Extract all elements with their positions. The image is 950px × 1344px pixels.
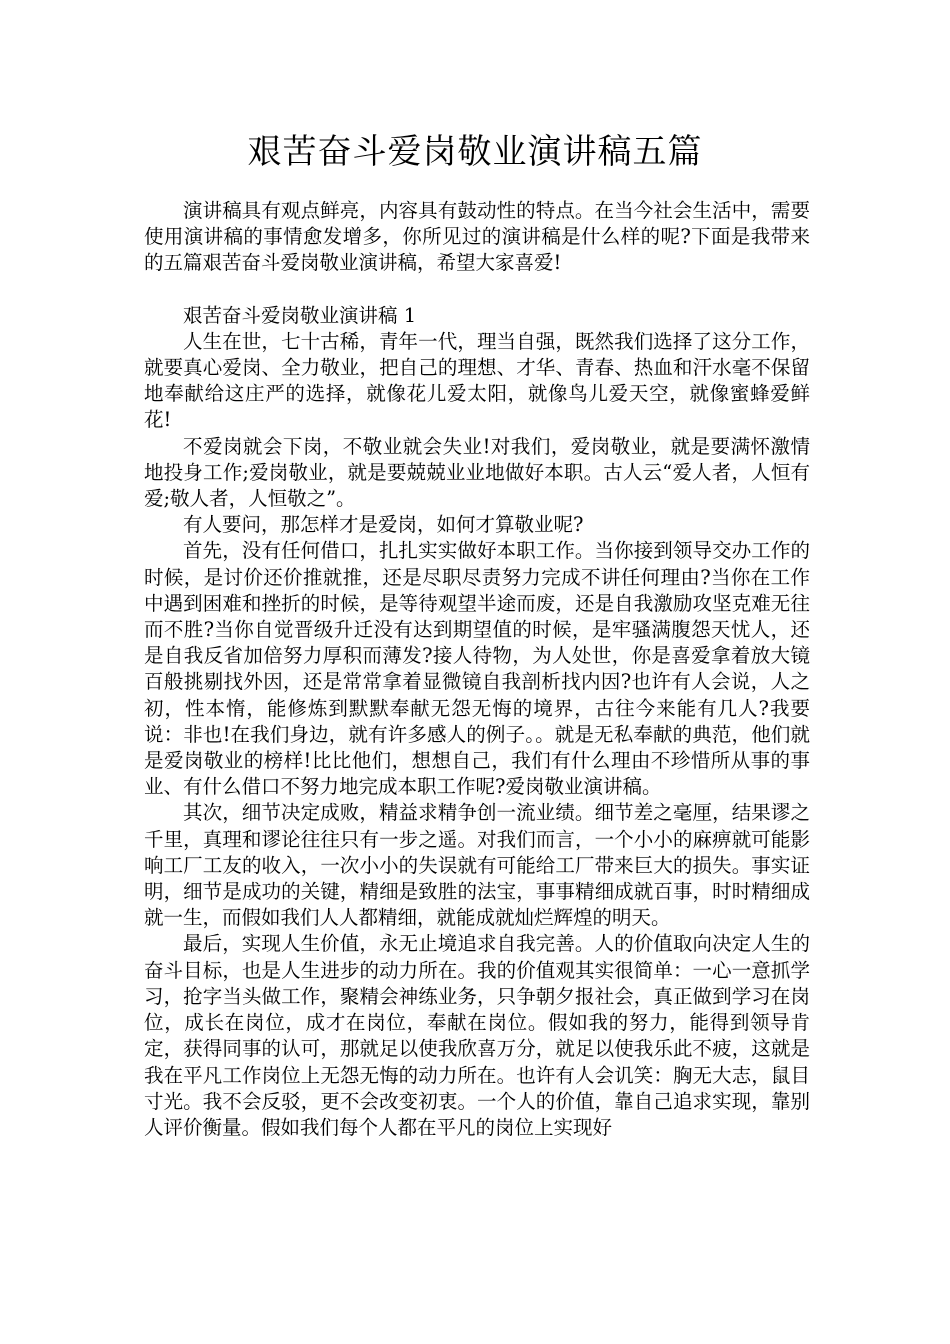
body-paragraph: 其次，细节决定成败，精益求精争创一流业绩。细节差之毫厘，结果谬之千里，真理和谬论往往只有一步之遥。对我们而言，一个小小的麻痹就可能影响工厂工友的收入，一次小小的失误就有可能给工厂带来巨大的损失。事实证明，细节是成功的关键，精细是致胜的法宝，事事精细成就百事，时时精细成就一生，而假如我们人人都精细，就能成就灿烂辉煌的明天。	[144, 801, 810, 930]
document-body	[144, 198, 810, 1141]
document-title: 艰苦奋斗爱岗敬业演讲稿五篇	[247, 132, 703, 172]
body-paragraph: 首先，没有任何借口，扎扎实实做好本职工作。当你接到领导交办工作的时候，是讨价还价推就推，还是尽职尽责努力完成不讲任何理由?当你在工作中遇到困难和挫折的时候，是等待观望半途而废，还是自我激励攻坚克难无往而不胜?当你自觉晋级升迁没有达到期望值的时候，是牢骚满腹怨天忧人，还是自我反省加倍努力厚积而薄发?接人待物，为人处世，你是喜爱拿着放大镜百般挑剔找外因，还是常常拿着显微镜自我剖析找内因?也许有人会说，人之初，性本惰，能修炼到默默奉献无怨无悔的境界，古往今来能有几人?我要说：非也!在我们身边，就有许多感人的例子。。就是无私奉献的典范，他们就是爱岗敬业的榜样!比比他们，想想自己，我们有什么理由不珍惜所从事的事业、有什么借口不努力地完成本职工作呢?爱岗敬业演讲稿。	[144, 539, 810, 799]
body-paragraph: 最后，实现人生价值，永无止境追求自我完善。人的价值取向决定人生的奋斗目标，也是人生进步的动力所在。我的价值观其实很简单：一心一意抓学习，抢字当头做工作，聚精会神练业务，只争朝夕报社会，真正做到学习在岗位，成长在岗位，成才在岗位，奉献在岗位。假如我的努力，能得到领导肯定，获得同事的认可，那就足以使我欣喜万分，就足以使我乐此不疲，这就是我在平凡工作岗位上无怨无悔的动力所在。也许有人会讥笑：胸无大志，鼠目寸光。我不会反驳，更不会改变初衷。一个人的价值，靠自己追求实现，靠别人评价衡量。假如我们每个人都在平凡的岗位上实现好	[144, 932, 810, 1139]
body-paragraph: 人生在世，七十古稀，青年一代，理当自强，既然我们选择了这分工作，就要真心爱岗、全力敬业，把自己的理想、才华、青春、热血和汗水毫不保留地奉献给这庄严的选择，就像花儿爱太阳，就像鸟儿爱天空，就像蜜蜂爱鲜花!	[144, 329, 810, 432]
section-heading: 艰苦奋斗爱岗敬业演讲稿 1	[183, 303, 417, 327]
intro-paragraph: 演讲稿具有观点鲜亮，内容具有鼓动性的特点。在当今社会生活中，需要使用演讲稿的事情愈发增多，你所见过的演讲稿是什么样的呢?下面是我带来的五篇艰苦奋斗爱岗敬业演讲稿，希望大家喜爱!	[144, 199, 810, 275]
body-paragraph: 不爱岗就会下岗，不敬业就会失业!对我们，爱岗敬业，就是要满怀激情地投身工作;爱岗敬业，就是要兢兢业业地做好本职。古人云“爱人者，人恒有爱;敬人者，人恒敬之”。	[144, 434, 810, 511]
body-paragraph: 有人要问，那怎样才是爱岗，如何才算敬业呢?	[183, 513, 584, 537]
